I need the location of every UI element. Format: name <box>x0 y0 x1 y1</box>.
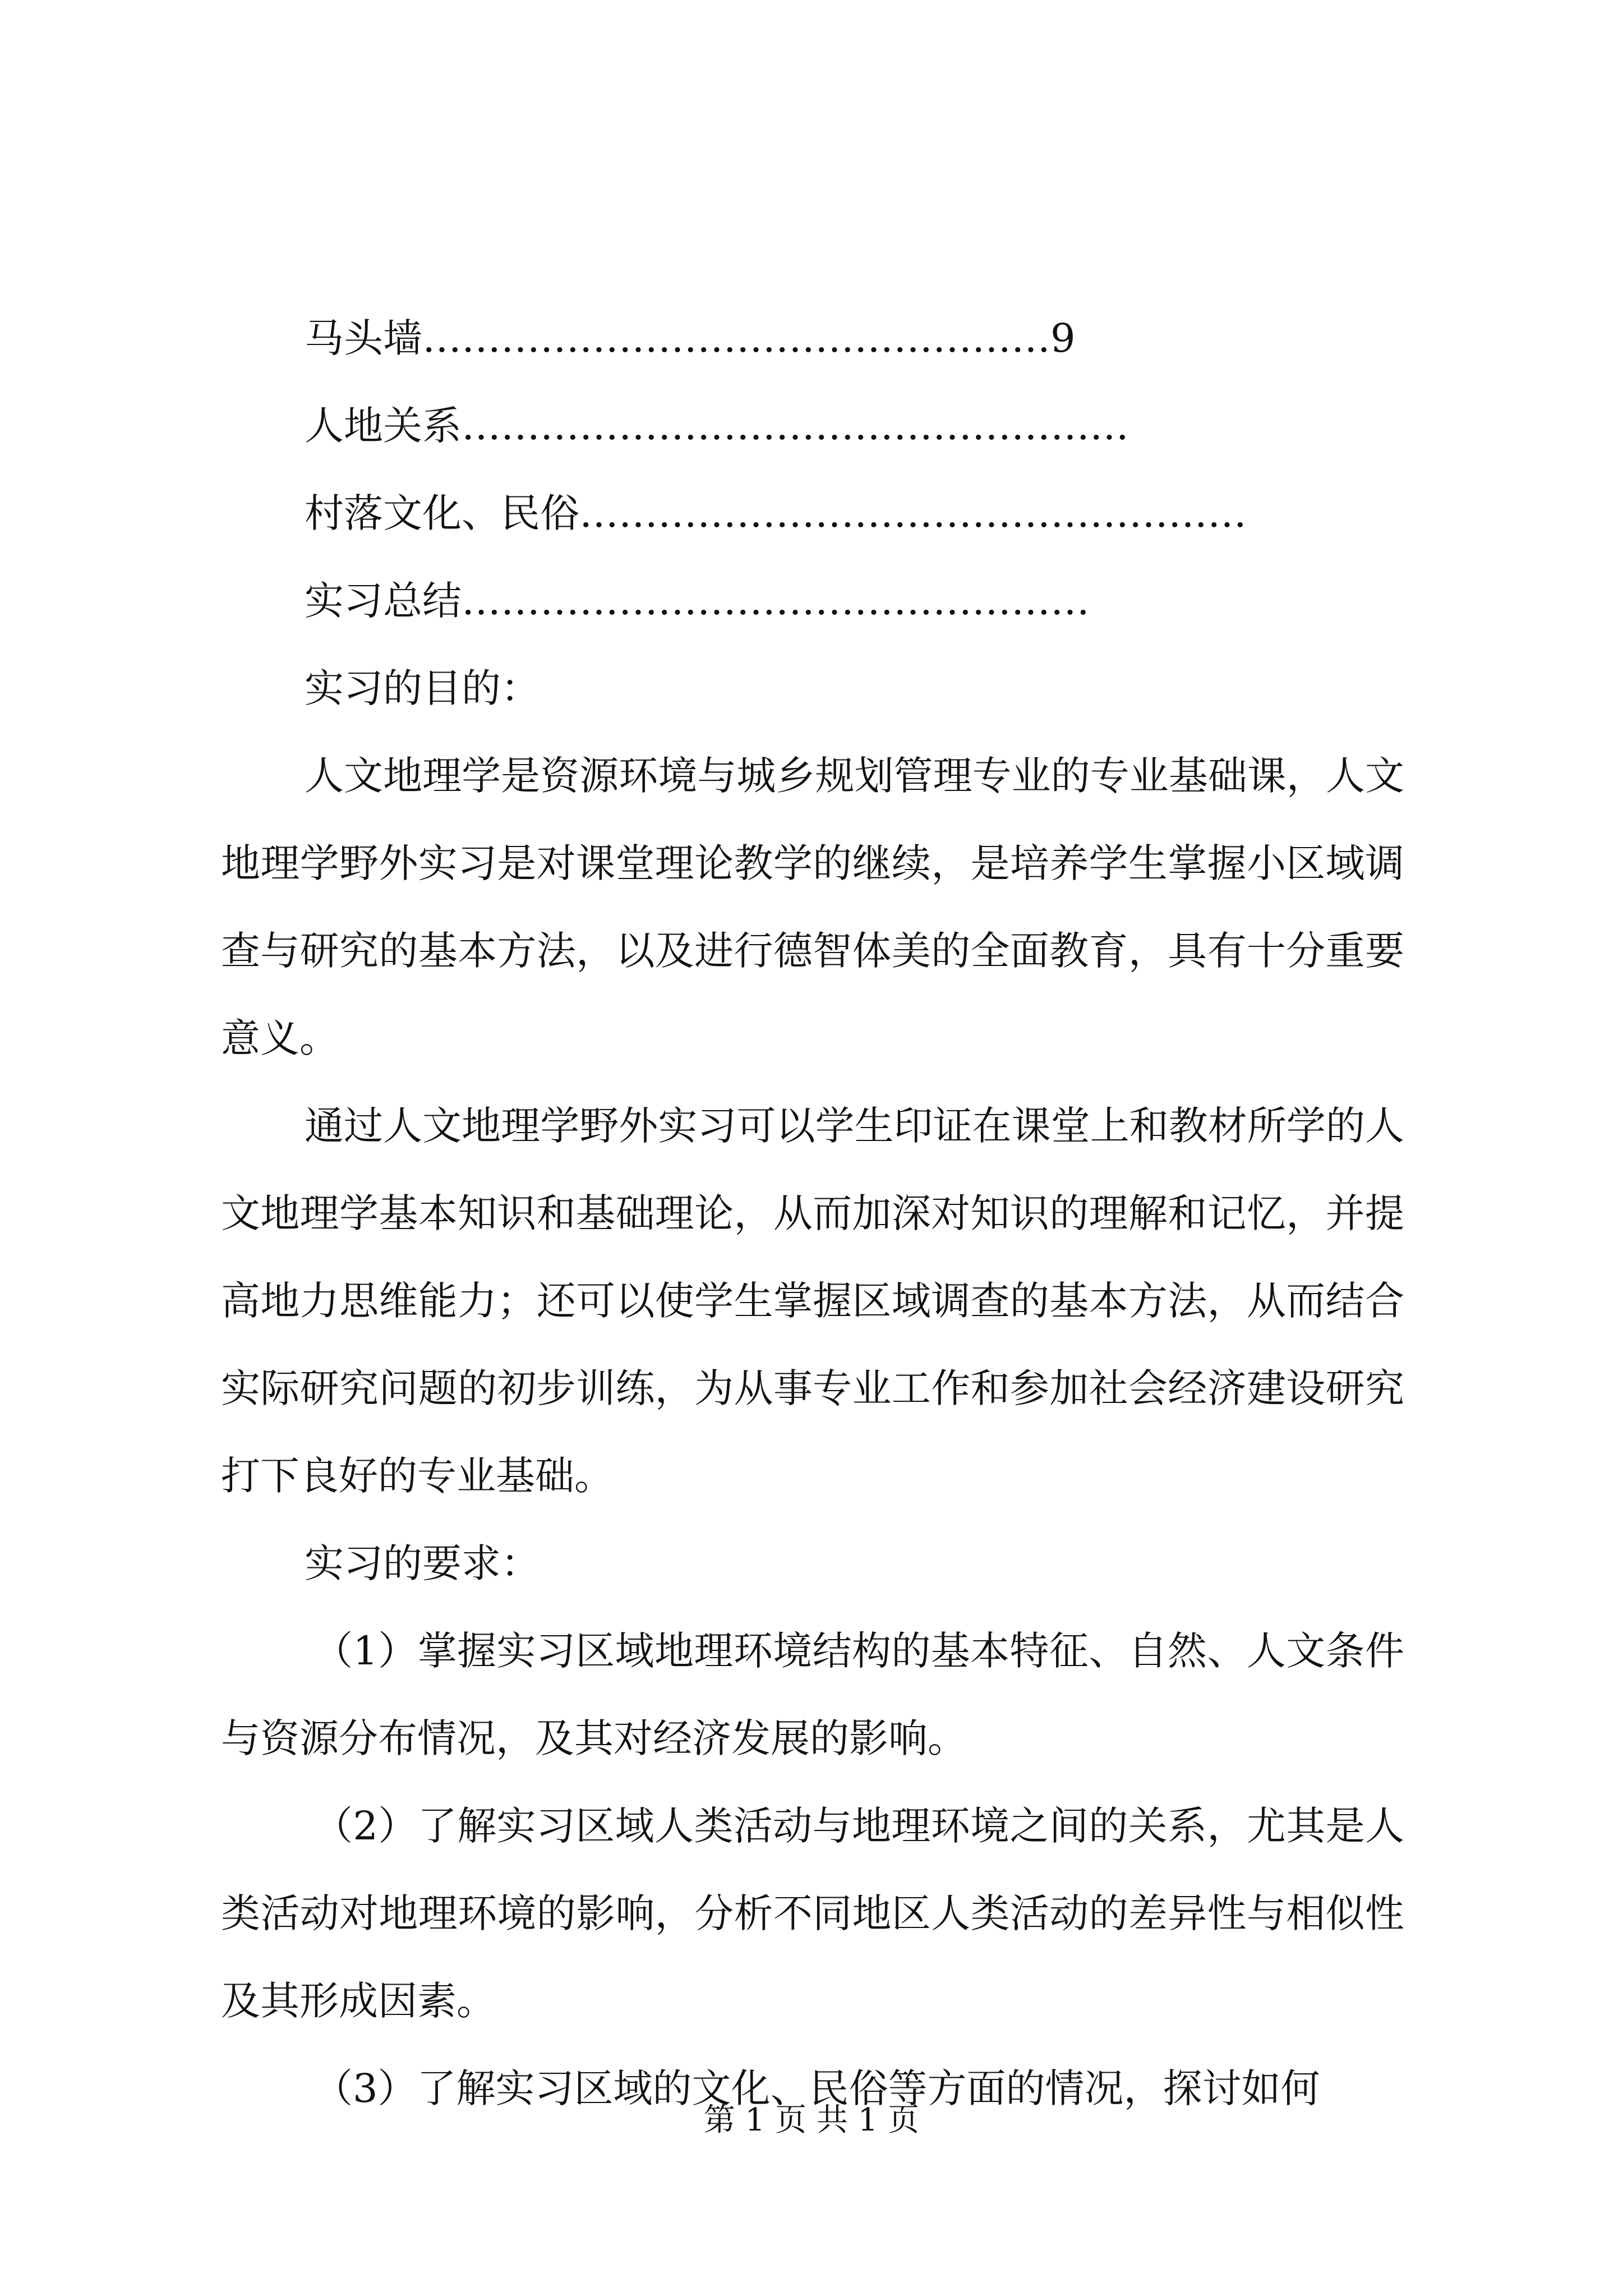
purpose-paragraph-2: 通过人文地理学野外实习可以学生印证在课堂上和教材所学的人文地理学基本知识和基础理论，从而加深对知识的理解和记忆，并提高地力思维能力；还可以使学生掌握区域调查的基本方法，从而结合实际研究问题的初步训练，为从事专业工作和参加社会经济建设研究打下良好的专业基础。 <box>221 1103 1404 1499</box>
page-footer: 第 1 页 共 1 页 <box>703 2102 920 2138</box>
toc-entry-ren-di-guan-xi: 人地关系…………………………………………… <box>305 403 1129 449</box>
requirement-item-2: （2）了解实习区域人类活动与地理环境之间的关系，尤其是人类活动对地理环境的影响，分析不同地区人类活动的差异性与相似性及其形成因素。 <box>221 1803 1404 2024</box>
requirement-item-1: （1）掌握实习区域地理环境结构的基本特征、自然、人文条件与资源分布情况，及其对经济发展的影响。 <box>221 1628 1404 1761</box>
toc-entry-ma-tou-qiang: 马头墙…………………………………………9 <box>305 315 1076 361</box>
toc-entry-shi-xi-zong-jie: 实习总结………………………………………… <box>305 578 1090 624</box>
section-heading-purpose: 实习的目的： <box>305 665 540 711</box>
requirement-item-3: （3）了解实习区域的文化、民俗等方面的情况，探讨如何 <box>313 2065 1320 2111</box>
section-heading-requirements: 实习的要求： <box>305 1540 540 1586</box>
toc-entry-cun-luo-wen-hua: 村落文化、民俗…………………………………………… <box>305 490 1247 536</box>
purpose-paragraph-1: 人文地理学是资源环境与城乡规划管理专业的专业基础课，人文地理学野外实习是对课堂理论教学的继续，是培养学生掌握小区域调查与研究的基本方法，以及进行德智体美的全面教育，具有十分重要意义。 <box>221 753 1404 1061</box>
document-body <box>221 295 1404 2132</box>
